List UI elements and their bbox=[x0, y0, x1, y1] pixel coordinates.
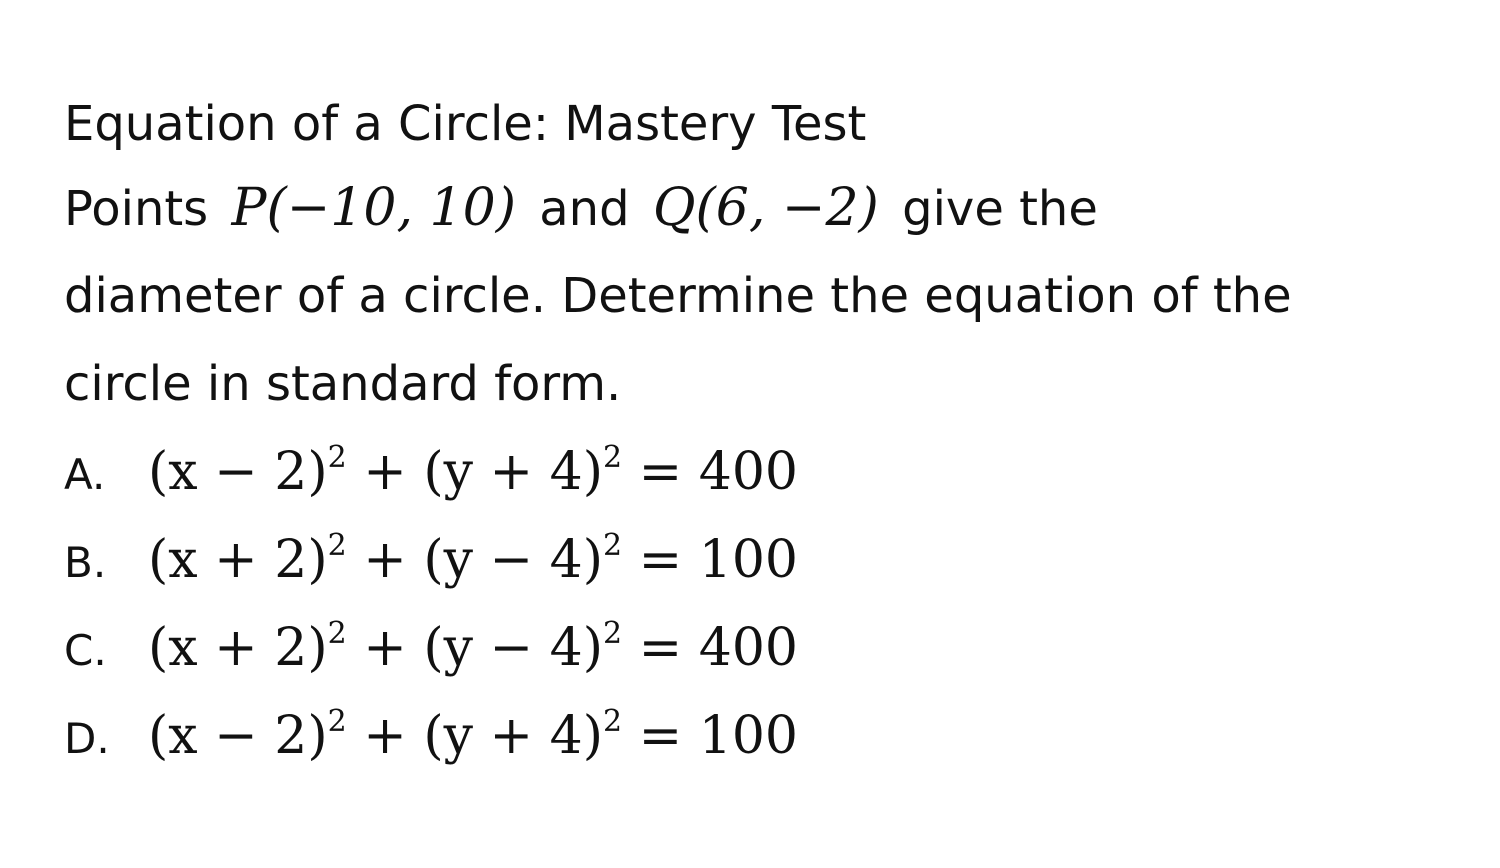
option-letter: C. bbox=[64, 626, 107, 675]
option-d[interactable] bbox=[64, 692, 1444, 780]
option-expression: $(x - 2)^2 + (y + 4)^2 = 100$ bbox=[148, 704, 798, 766]
question-text-part-2: and bbox=[539, 181, 630, 237]
question-text bbox=[64, 164, 1444, 428]
question-line-1 bbox=[64, 164, 1444, 252]
question-text-part-3: give the bbox=[902, 181, 1098, 237]
page-title: Equation of a Circle: Mastery Test bbox=[64, 96, 867, 152]
page bbox=[64, 88, 1444, 780]
question-text-part-1: Points bbox=[64, 181, 209, 237]
option-c[interactable] bbox=[64, 604, 1444, 692]
answer-options bbox=[64, 428, 1444, 780]
option-letter: D. bbox=[64, 714, 110, 763]
question-line-3: circle in standard form. bbox=[64, 356, 622, 412]
point-q: Q(6, −2) bbox=[652, 178, 879, 238]
point-p: P(−10, 10) bbox=[231, 178, 516, 238]
option-expression: $(x - 2)^2 + (y + 4)^2 = 400$ bbox=[148, 440, 798, 502]
option-expression: $(x + 2)^2 + (y - 4)^2 = 100$ bbox=[148, 528, 798, 590]
option-b[interactable] bbox=[64, 516, 1444, 604]
option-a[interactable] bbox=[64, 428, 1444, 516]
option-expression: $(x + 2)^2 + (y - 4)^2 = 400$ bbox=[148, 616, 798, 678]
option-letter: B. bbox=[64, 538, 107, 587]
question-line-2: diameter of a circle. Determine the equation of the bbox=[64, 268, 1292, 324]
option-letter: A. bbox=[64, 450, 106, 499]
